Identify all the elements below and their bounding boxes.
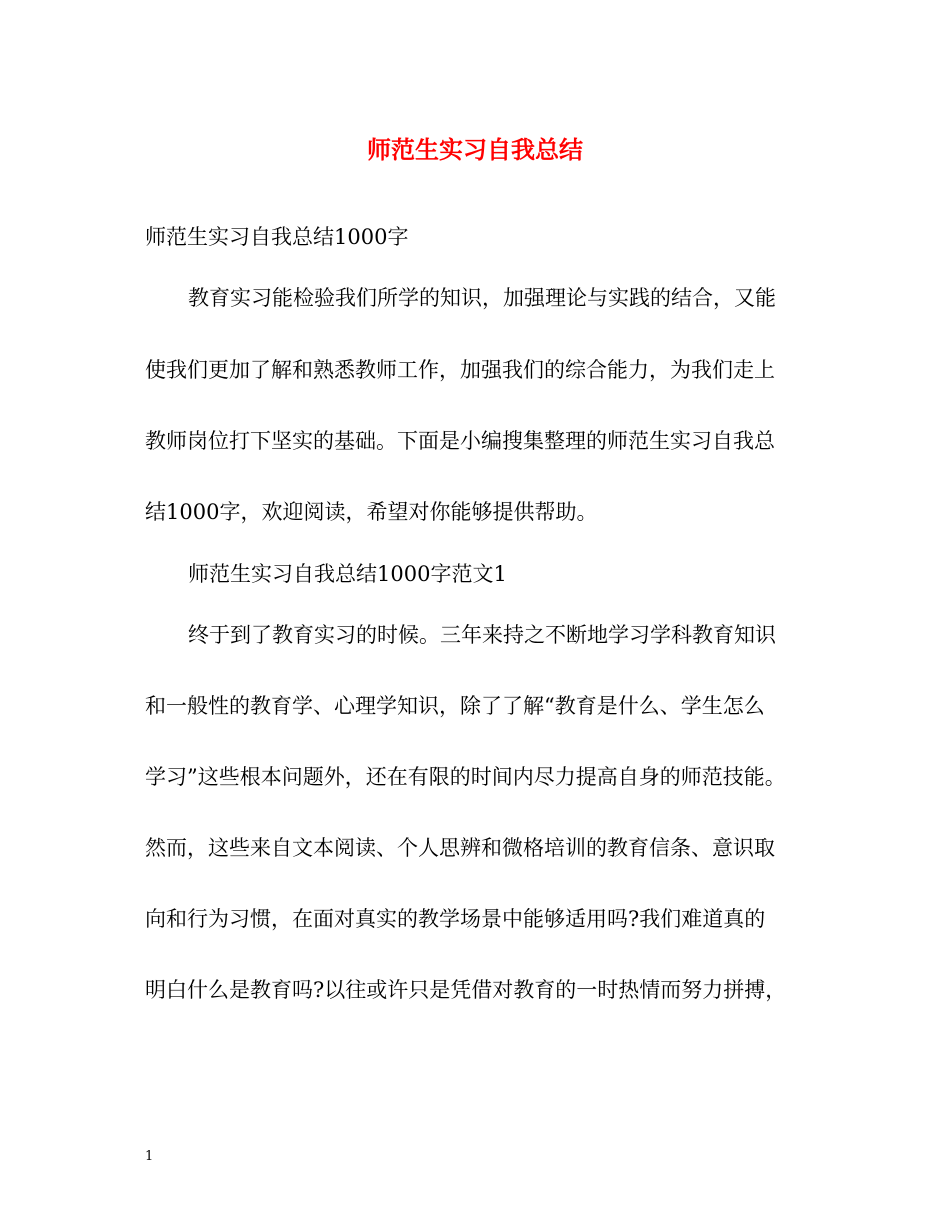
paragraph-line: 终于到了教育实习的时候。三年来持之不断地学习学科教育知识 xyxy=(188,623,776,647)
paragraph-line: 使我们更加了解和熟悉教师工作，加强我们的综合能力，为我们走上 xyxy=(145,358,775,382)
document-title: 师范生实习自我总结 xyxy=(367,135,583,164)
paragraph-line: 向和行为习惯，在面对真实的教学场景中能够适用吗?我们难道真的 xyxy=(145,907,766,931)
paragraph-line: 教师岗位打下坚实的基础。下面是小编搜集整理的师范生实习自我总 xyxy=(145,429,775,453)
paragraph-line: 教育实习能检验我们所学的知识，加强理论与实践的结合，又能 xyxy=(188,286,776,310)
paragraph-line: 学习”这些根本问题外，还在有限的时间内尽力提高自身的师范技能。 xyxy=(145,765,786,789)
page-number: 1 xyxy=(145,1149,154,1164)
paragraph-line: 然而，这些来自文本阅读、个人思辨和微格培训的教育信条、意识取 xyxy=(145,836,775,860)
section-heading: 师范生实习自我总结1000字范文1 xyxy=(188,562,507,586)
paragraph-line: 和一般性的教育学、心理学知识，除了了解“教育是什么、学生怎么 xyxy=(145,694,765,718)
paragraph-line: 结1000字，欢迎阅读，希望对你能够提供帮助。 xyxy=(145,500,598,524)
document-subtitle: 师范生实习自我总结1000字 xyxy=(145,225,409,249)
paragraph-line: 明白什么是教育吗?以往或许只是凭借对教育的一时热情而努力拼搏， xyxy=(145,978,787,1002)
